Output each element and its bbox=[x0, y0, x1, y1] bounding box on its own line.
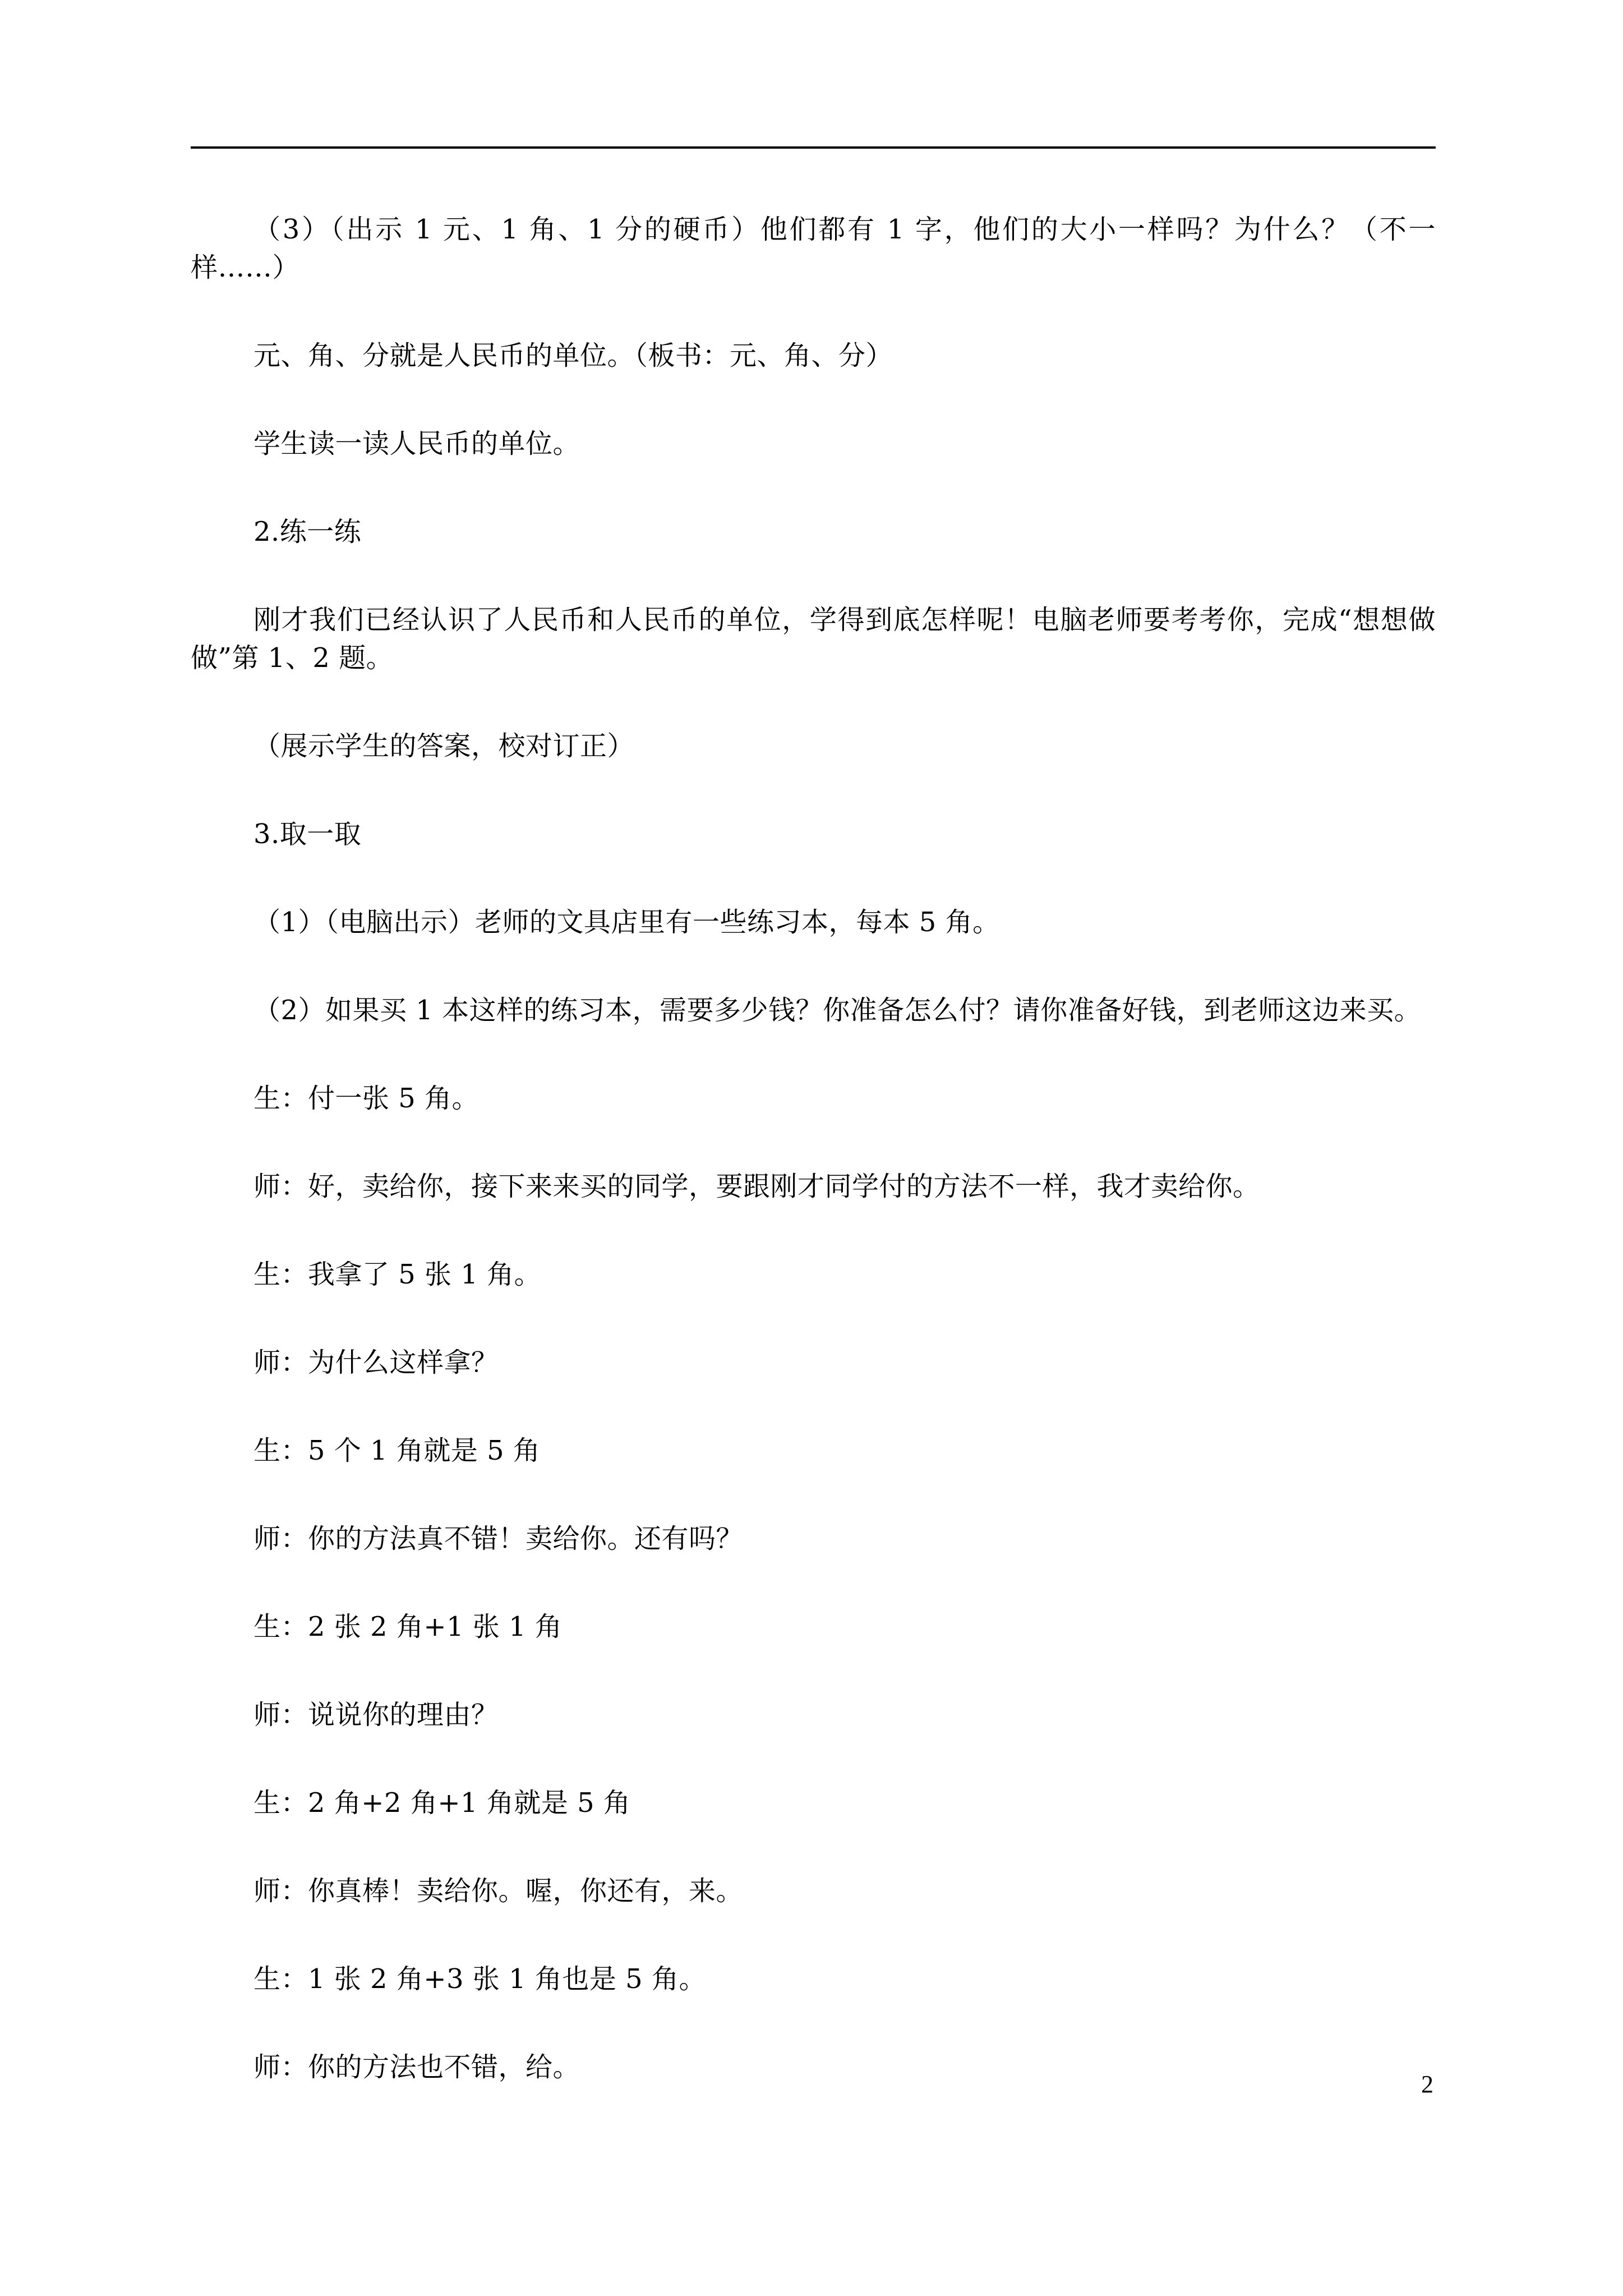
paragraph: （1）（电脑出示）老师的文具店里有一些练习本，每本 5 角。 bbox=[253, 907, 1000, 938]
body-text bbox=[191, 210, 1436, 2136]
dialogue-line: 师：好，卖给你，接下来来买的同学，要跟刚才同学付的方法不一样，我才卖给你。 bbox=[253, 1171, 1260, 1202]
dialogue-line: 生：付一张 5 角。 bbox=[253, 1083, 479, 1114]
dialogue-line: 师：说说你的理由？ bbox=[253, 1699, 499, 1731]
section-heading: 2.练一练 bbox=[253, 516, 362, 547]
page-number: 2 bbox=[1421, 2070, 1433, 2098]
paragraph: 元、角、分就是人民币的单位。（板书：元、角、分） bbox=[253, 340, 893, 371]
dialogue-line: 生：2 张 2 角+1 张 1 角 bbox=[253, 1611, 562, 1642]
section-heading: 3.取一取 bbox=[253, 818, 362, 850]
dialogue-line: 生：5 个 1 角就是 5 角 bbox=[253, 1435, 541, 1466]
dialogue-line: 生：2 角+2 角+1 角就是 5 角 bbox=[253, 1787, 631, 1819]
dialogue-line: 师：你的方法也不错，给。 bbox=[253, 2051, 580, 2083]
paragraph: 学生读一读人民币的单位。 bbox=[253, 428, 580, 459]
paragraph: 刚才我们已经认识了人民币和人民币的单位，学得到底怎样呢！电脑老师要考考你，完成“想想做做”第 1、2 题。 bbox=[191, 604, 1436, 674]
dialogue-line: 师：你的方法真不错！卖给你。还有吗？ bbox=[253, 1523, 744, 1554]
paragraph: （3）（出示 1 元、1 角、1 分的硬币）他们都有 1 字，他们的大小一样吗？为什么？（不一样……） bbox=[191, 214, 1436, 283]
dialogue-line: 师：你真棒！卖给你。喔，你还有，来。 bbox=[253, 1875, 744, 1907]
paragraph: （展示学生的答案，校对订正） bbox=[253, 730, 635, 762]
dialogue-line: 生：我拿了 5 张 1 角。 bbox=[253, 1259, 542, 1290]
header-rule bbox=[191, 146, 1436, 149]
dialogue-line: 生：1 张 2 角+3 张 1 角也是 5 角。 bbox=[253, 1963, 706, 1995]
dialogue-line: 师：为什么这样拿？ bbox=[253, 1347, 499, 1378]
paragraph: （2）如果买 1 本这样的练习本，需要多少钱？你准备怎么付？请你准备好钱，到老师这边来买。 bbox=[253, 995, 1422, 1026]
